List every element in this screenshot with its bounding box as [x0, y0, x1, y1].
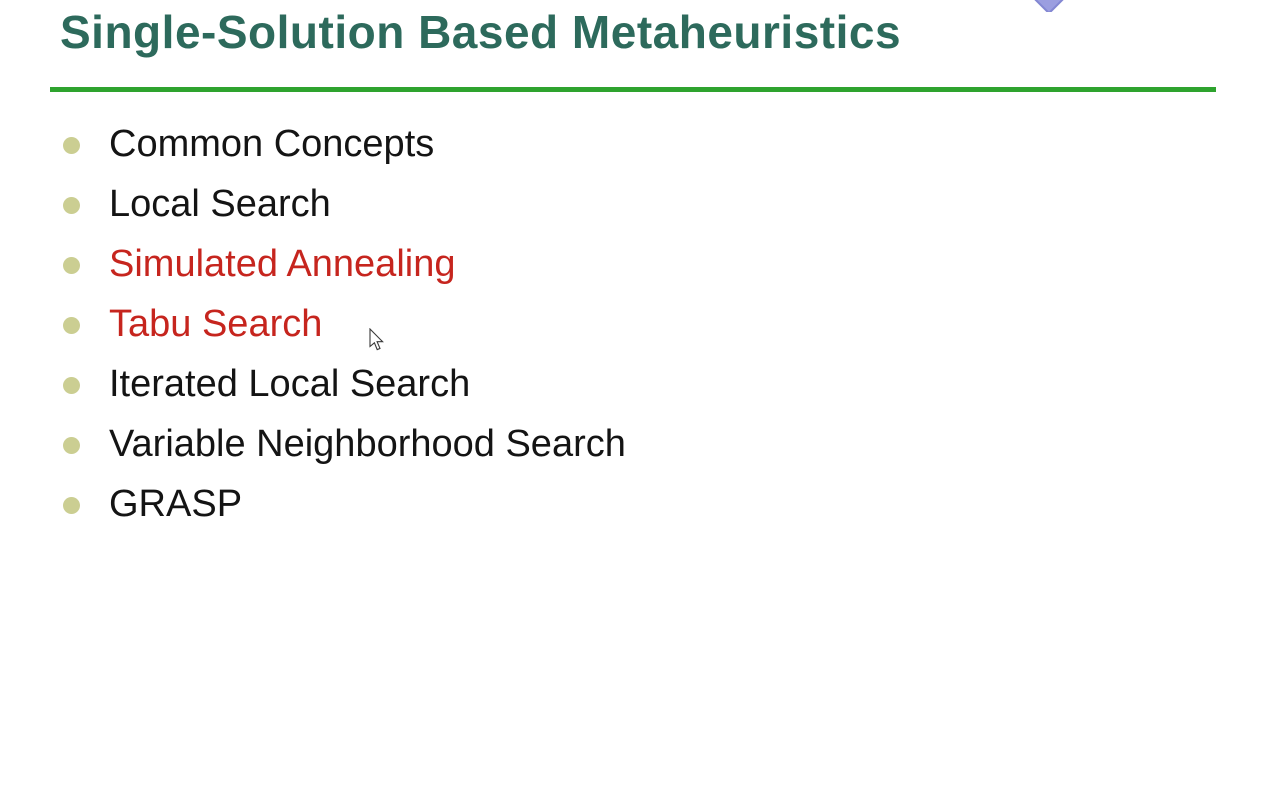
bullet-icon: [63, 257, 80, 274]
list-item-label: Simulated Annealing: [109, 242, 456, 285]
list-item: [63, 354, 1163, 414]
bullet-icon: [63, 497, 80, 514]
title-divider-rule: [50, 87, 1216, 92]
bullet-icon: [63, 317, 80, 334]
slide-title: Single-Solution Based Metaheuristics: [60, 6, 902, 58]
list-item: [63, 294, 1163, 354]
list-item-label: Variable Neighborhood Search: [109, 422, 626, 465]
list-item: [63, 114, 1163, 174]
list-item-label: Tabu Search: [109, 302, 323, 345]
list-item-label: Iterated Local Search: [109, 362, 471, 405]
list-item: [63, 474, 1163, 534]
bullet-list: [63, 114, 1163, 534]
list-item: [63, 234, 1163, 294]
list-item: [63, 414, 1163, 474]
bullet-icon: [63, 377, 80, 394]
bullet-icon: [63, 197, 80, 214]
list-item-label: GRASP: [109, 482, 243, 525]
list-item-label: Local Search: [109, 182, 331, 225]
list-item: [63, 174, 1163, 234]
bullet-icon: [63, 437, 80, 454]
list-item-label: Common Concepts: [109, 122, 435, 165]
bullet-icon: [63, 137, 80, 154]
